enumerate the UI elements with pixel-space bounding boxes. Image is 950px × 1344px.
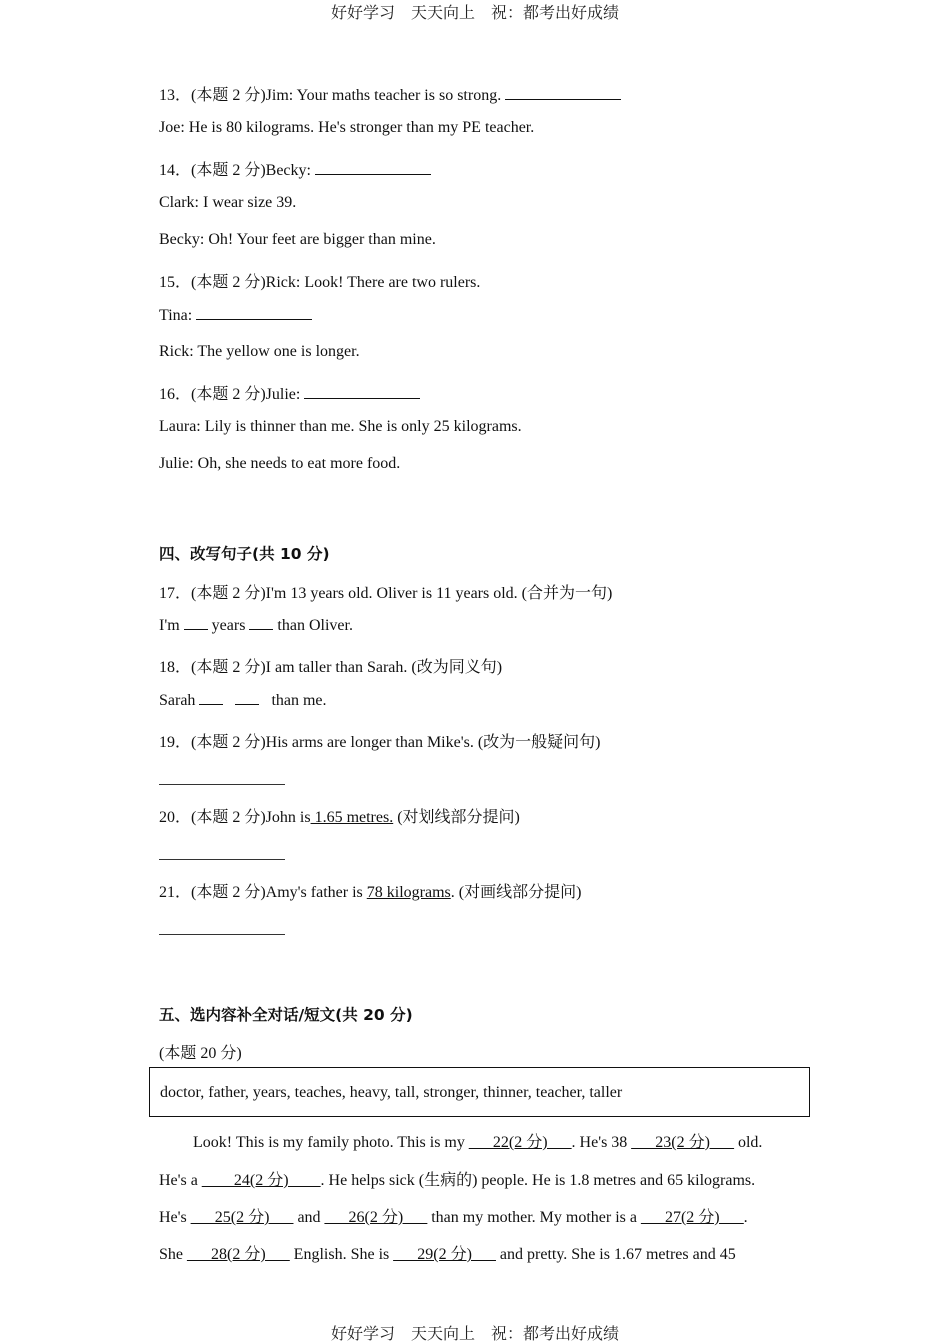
passage-text: . bbox=[743, 1209, 748, 1226]
answer-line-20[interactable] bbox=[159, 858, 285, 860]
question-13 bbox=[159, 82, 621, 105]
q21-underlined: 78 kilograms bbox=[366, 884, 451, 901]
section-4-title: 四、改写句子(共 10 分) bbox=[159, 545, 330, 563]
passage-line-3 bbox=[159, 1204, 748, 1227]
question-14 bbox=[159, 157, 431, 180]
q21-text: 21．(本题 2 分)Amy's father is bbox=[159, 884, 367, 901]
question-14-line3: Becky: Oh! Your feet are bigger than mine. bbox=[159, 231, 436, 248]
gap-26[interactable]: ___26(2 分)___ bbox=[324, 1209, 428, 1226]
passage-line-4 bbox=[159, 1241, 736, 1264]
word-bank-box bbox=[149, 1067, 810, 1117]
passage-text: Look! This is my family photo. This is my bbox=[193, 1134, 469, 1151]
question-18-answer bbox=[159, 692, 327, 710]
gap-25[interactable]: ___25(2 分)___ bbox=[190, 1209, 294, 1226]
passage-text: English. She is bbox=[289, 1246, 394, 1263]
answer-blank-18b[interactable] bbox=[235, 692, 259, 705]
page-footer: 好好学习 天天向上 祝：都考出好成绩 bbox=[330, 1324, 619, 1343]
question-16-line2: Laura: Lily is thinner than me. She is only 25 kilograms. bbox=[159, 418, 522, 435]
q21-instruction: . (对画线部分提问) bbox=[450, 884, 582, 901]
q20-instruction: (对划线部分提问) bbox=[393, 809, 520, 826]
q18-text-c: than me. bbox=[271, 692, 327, 709]
passage-text: than my mother. My mother is a bbox=[427, 1209, 641, 1226]
q20-text: 20．(本题 2 分)John is bbox=[159, 809, 311, 826]
question-17-answer bbox=[159, 617, 353, 635]
question-18: 18．(本题 2 分)I am taller than Sarah. (改为同义句) bbox=[159, 659, 503, 676]
passage-text: old. bbox=[733, 1134, 763, 1151]
answer-blank-17a[interactable] bbox=[184, 617, 208, 630]
passage-text: He's bbox=[159, 1209, 191, 1226]
question-14-text: 14．(本题 2 分)Becky: bbox=[159, 162, 315, 179]
section-5-points: (本题 20 分) bbox=[159, 1045, 242, 1062]
q17-text-b: years bbox=[211, 617, 246, 634]
question-15-speaker: Tina: bbox=[159, 307, 197, 324]
answer-line-19[interactable] bbox=[159, 783, 285, 785]
question-13-reply: Joe: He is 80 kilograms. He's stronger than my PE teacher. bbox=[159, 119, 535, 136]
word-bank: doctor, father, years, teaches, heavy, tall, stronger, thinner, teacher, taller bbox=[160, 1084, 623, 1101]
page-header: 好好学习 天天向上 祝：都考出好成绩 bbox=[330, 3, 619, 22]
question-16-text: 16．(本题 2 分)Julie: bbox=[159, 386, 305, 403]
answer-blank-14[interactable] bbox=[315, 161, 431, 175]
question-17: 17．(本题 2 分)I'm 13 years old. Oliver is 11 years old. (合并为一句) bbox=[159, 585, 613, 602]
answer-blank-18a[interactable] bbox=[199, 692, 223, 705]
answer-blank-13[interactable] bbox=[505, 86, 621, 100]
question-15-line3: Rick: The yellow one is longer. bbox=[159, 343, 360, 360]
question-15: 15．(本题 2 分)Rick: Look! There are two rulers. bbox=[159, 274, 481, 291]
q18-text-a: Sarah bbox=[159, 692, 196, 709]
passage-text: . He's 38 bbox=[571, 1134, 632, 1151]
question-13-text: 13．(本题 2 分)Jim: Your maths teacher is so strong. bbox=[159, 87, 506, 104]
answer-blank-15[interactable] bbox=[196, 306, 312, 320]
passage-text: He's a bbox=[159, 1172, 202, 1189]
q20-underlined: 1.65 metres. bbox=[310, 809, 394, 826]
gap-28[interactable]: ___28(2 分)___ bbox=[187, 1246, 290, 1263]
question-20 bbox=[159, 804, 520, 827]
passage-text: . He helps sick (生病的) people. He is 1.8 metres and 65 kilograms. bbox=[320, 1172, 756, 1189]
question-15-line2 bbox=[159, 306, 312, 325]
question-16 bbox=[159, 381, 420, 404]
question-19: 19．(本题 2 分)His arms are longer than Mike's. (改为一般疑问句) bbox=[159, 734, 601, 751]
gap-24[interactable]: ____24(2 分)____ bbox=[201, 1172, 321, 1189]
q17-text-c: than Oliver. bbox=[277, 617, 353, 634]
gap-29[interactable]: ___29(2 分)___ bbox=[393, 1246, 496, 1263]
passage-line-2 bbox=[159, 1167, 755, 1190]
passage-text: and bbox=[293, 1209, 325, 1226]
section-5-title: 五、选内容补全对话/短文(共 20 分) bbox=[159, 1006, 413, 1024]
question-16-line3: Julie: Oh, she needs to eat more food. bbox=[159, 455, 401, 472]
passage-line-1 bbox=[193, 1129, 762, 1152]
question-14-line2: Clark: I wear size 39. bbox=[159, 194, 297, 211]
q17-text-a: I'm bbox=[159, 617, 180, 634]
answer-blank-17b[interactable] bbox=[249, 617, 273, 630]
passage-text: She bbox=[159, 1246, 187, 1263]
gap-27[interactable]: ___27(2 分)___ bbox=[640, 1209, 744, 1226]
gap-22[interactable]: ___22(2 分)___ bbox=[468, 1134, 572, 1151]
answer-line-21[interactable] bbox=[159, 933, 285, 935]
passage-text: and pretty. She is 1.67 metres and 45 bbox=[495, 1246, 736, 1263]
question-21 bbox=[159, 879, 581, 902]
answer-blank-16[interactable] bbox=[304, 385, 420, 399]
gap-23[interactable]: ___23(2 分)___ bbox=[631, 1134, 734, 1151]
